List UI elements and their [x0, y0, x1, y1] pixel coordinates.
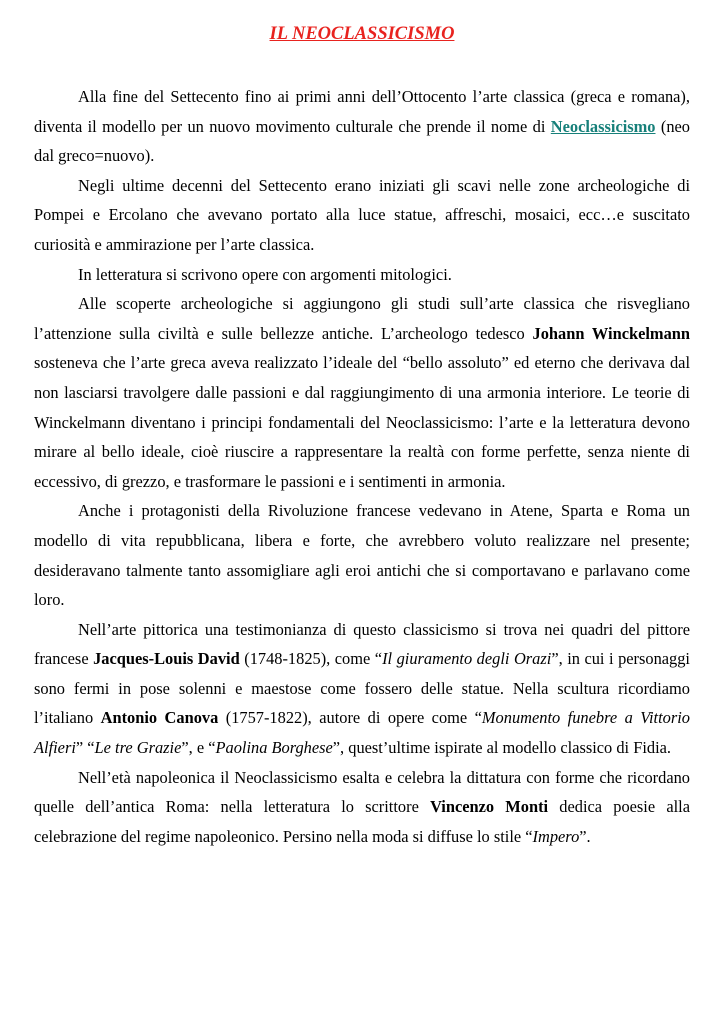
paragraph-6: [34, 615, 690, 763]
work-alfieri: Monumento funebre a Vittorio Alfieri: [34, 708, 690, 758]
winckelmann-name: Johann Winckelmann: [532, 323, 690, 343]
canova-name: Antonio Canova: [100, 708, 219, 728]
paragraph-3: In letteratura si scrivono opere con argomenti mitologici.: [78, 264, 452, 284]
work-impero: Impero: [532, 826, 580, 846]
paragraph-6-text-f: ”, e “: [181, 738, 216, 758]
paragraph-7-text-a: Nell’età napoleonica il Neoclassicismo esalta e celebra la dittatura con forme che ricordano quelle dell’antica Roma: nella letteratura lo scrittore: [34, 767, 690, 817]
work-tre-grazie: Le tre Grazie: [94, 738, 182, 758]
document-body: [34, 82, 690, 851]
david-name: Jacques-Louis David: [93, 649, 240, 669]
paragraph-7-text-c: ”.: [579, 826, 591, 846]
paragraph-1-text-b: (neo dal greco=nuovo).: [34, 116, 690, 166]
work-paolina: Paolina Borghese: [215, 738, 333, 758]
paragraph-6-text-c: ”, in cui i personaggi sono fermi in pose solenni e maestose come fossero delle statue. Nella scultura ricordiamo l’italiano: [34, 649, 690, 728]
paragraph-1: [34, 82, 690, 171]
work-orazi: Il giuramento degli Orazi: [382, 649, 552, 669]
paragraph-4-text-b: sosteneva che l’arte greca aveva realizzato l’ideale del “bello assoluto” ed eterno che derivava dal non lasciarsi travolgere dalle passioni e dal raggiungimento di una armonia interiore. Le teorie di Winckelmann diventano i principi fondamentali del Neoclassicismo: l’arte e la letteratura devono mirare al bello ideale, cioè riuscire a rappresentare la realtà con forme perfette, senza niente di eccessivo, di grezzo, e trasformare le passioni e i sentimenti in armonia.: [34, 353, 690, 491]
paragraph-4-text-a: Alle scoperte archeologiche si aggiungono gli studi sull’arte classica che risvegliano l’attenzione sulla civiltà e sulle bellezze antiche. L’archeologo tedesco: [34, 294, 690, 343]
paragraph-2: Negli ultime decenni del Settecento erano iniziati gli scavi nelle zone archeologiche di Pompei e Ercolano che avevano portato alla luce statue, affreschi, mosaici, ecc…e suscitato curiosità e ammirazione per l’arte classica.: [34, 175, 690, 254]
paragraph-7: [34, 763, 690, 852]
paragraph-5: Anche i protagonisti della Rivoluzione francese vedevano in Atene, Sparta e Roma un modello di vita repubblicana, libera e forte, che avrebbero voluto realizzare nel presente; desideravano talmente tanto assomigliare agli eroi antichi che si comportavano e parlavano come loro.: [34, 501, 690, 610]
document-title: IL NEOCLASSICISMO: [269, 24, 455, 44]
paragraph-4: [34, 289, 690, 496]
document-page: [34, 0, 690, 851]
paragraph-1-text-a: Alla fine del Settecento fino ai primi anni dell’Ottocento l’arte classica (greca e romana), diventa il modello per un nuovo movimento culturale che prende il nome di: [34, 87, 690, 136]
neoclassicismo-link[interactable]: Neoclassicismo: [550, 116, 656, 136]
paragraph-6-text-a: Nell’arte pittorica una testimonianza di questo classicismo si trova nei quadri del pittore francese: [34, 619, 690, 669]
paragraph-6-text-b: (1748-1825), come “: [239, 649, 383, 669]
paragraph-6-text-e: ” “: [75, 738, 95, 758]
paragraph-6-text-g: ”, quest’ultime ispirate al modello classico di Fidia.: [332, 738, 671, 758]
paragraph-7-text-b: dedica poesie alla celebrazione del regime napoleonico. Persino nella moda si diffuse lo stile “: [34, 797, 690, 846]
monti-name: Vincenzo Monti: [430, 797, 549, 817]
paragraph-6-text-d: (1757-1822), autore di opere come “: [218, 708, 482, 728]
